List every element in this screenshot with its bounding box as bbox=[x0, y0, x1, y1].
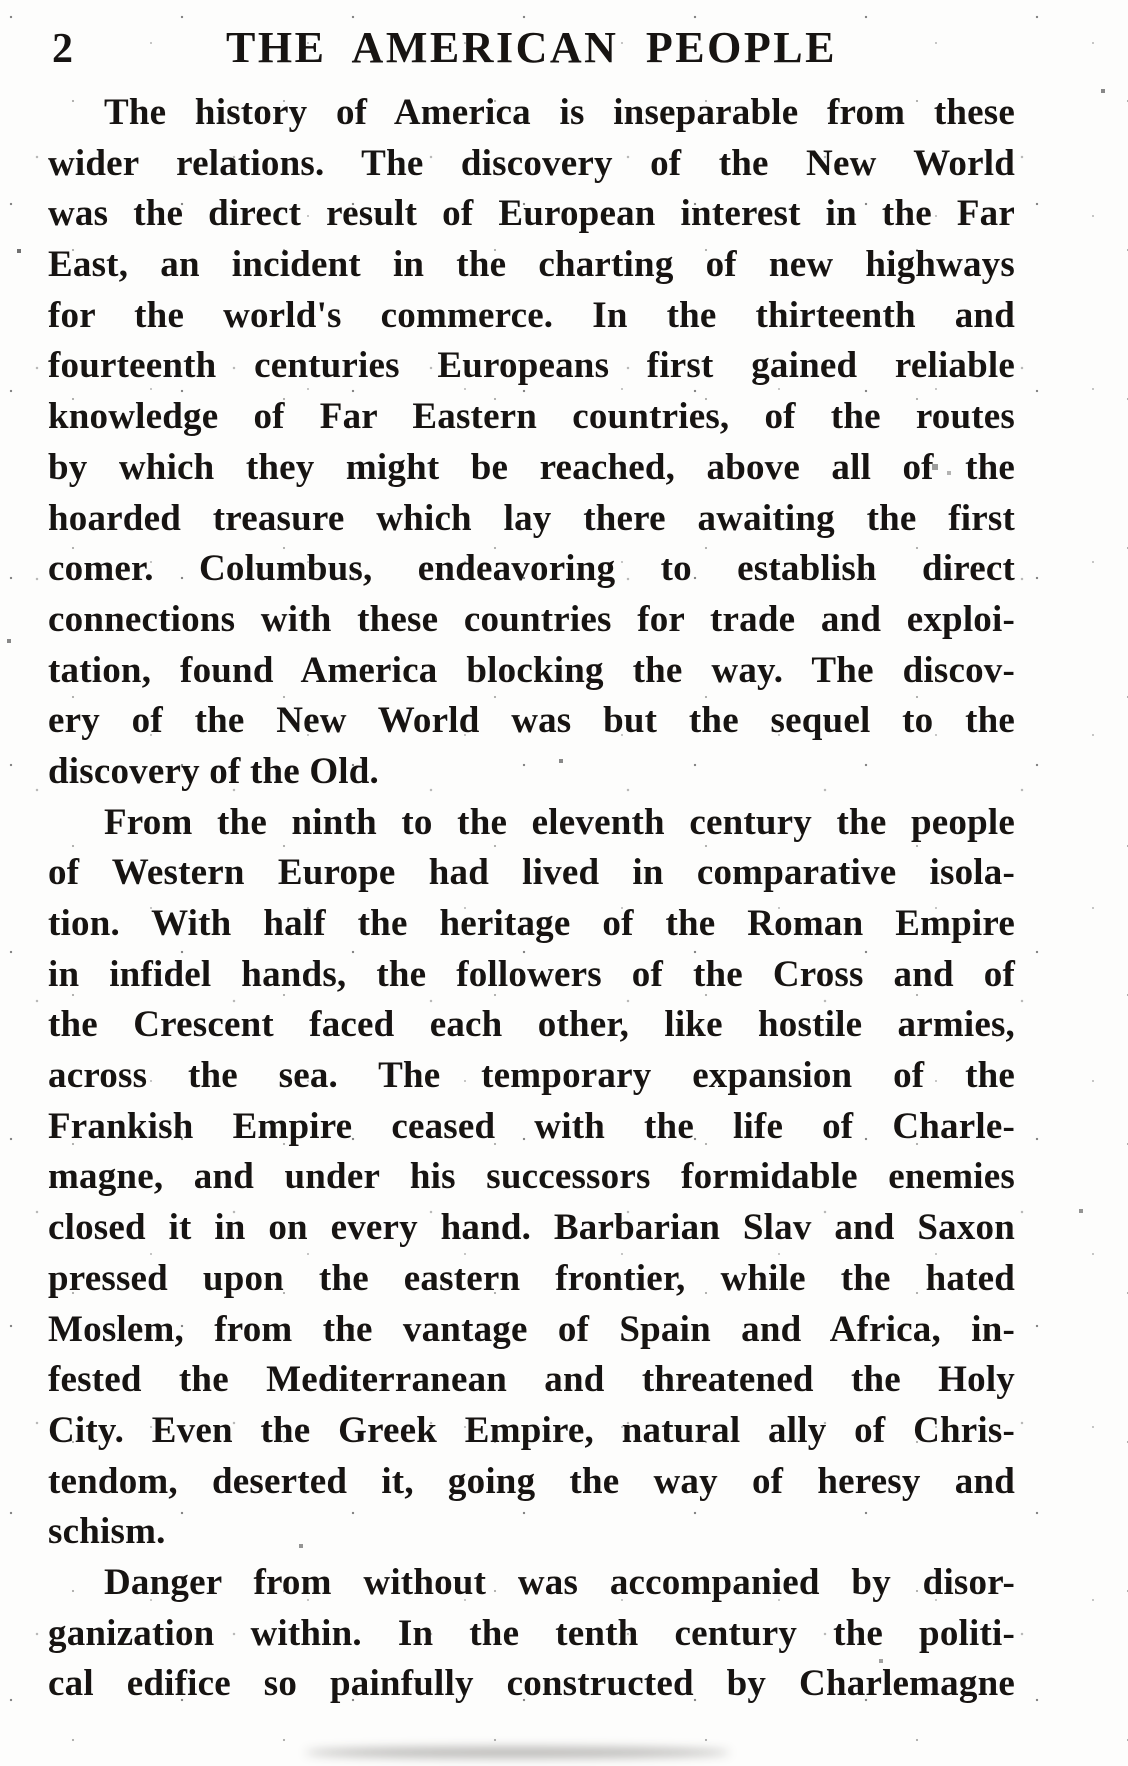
text-line: Frankish Empire ceased with the life of Charle- bbox=[48, 1105, 1015, 1147]
text-line: tendom, deserted it, going the way of heresy and bbox=[48, 1460, 1015, 1502]
text-line: The history of America is inseparable from these bbox=[104, 92, 1015, 133]
text-line: tation, found America blocking the way. The discov- bbox=[48, 649, 1015, 691]
running-head-title: THE AMERICAN PEOPLE bbox=[226, 23, 837, 72]
text-line: schism. bbox=[48, 1511, 166, 1553]
scan-smudge bbox=[305, 1747, 730, 1758]
text-line: wider relations. The discovery of the New World bbox=[48, 142, 1015, 184]
text-line: knowledge of Far Eastern countries, of the routes bbox=[48, 396, 1015, 438]
text-line: hoarded treasure which lay there awaiting the first bbox=[48, 497, 1015, 539]
page-number: 2 bbox=[52, 26, 73, 72]
text-line: for the world's commerce. In the thirteenth and bbox=[48, 294, 1015, 336]
text-line: comer. Columbus, endeavoring to establish direct bbox=[48, 548, 1015, 590]
text-line: Moslem, from the vantage of Spain and Africa, in- bbox=[48, 1308, 1015, 1350]
text-line: of Western Europe had lived in comparative isola- bbox=[48, 852, 1015, 894]
text-line: fested the Mediterranean and threatened the Holy bbox=[48, 1359, 1015, 1401]
text-line: connections with these countries for trade and exploi- bbox=[48, 598, 1015, 640]
page-body-text bbox=[48, 88, 1015, 1710]
text-line: fourteenth centuries Europeans first gained reliable bbox=[48, 345, 1015, 387]
text-line: in infidel hands, the followers of the Cross and of bbox=[48, 953, 1015, 995]
text-line: ganization within. In the tenth century the politi- bbox=[48, 1612, 1015, 1654]
text-line: From the ninth to the eleventh century the people bbox=[104, 801, 1015, 843]
text-line: was the direct result of European interest in the Far bbox=[48, 193, 1015, 235]
text-line: Danger from without was accompanied by disor- bbox=[104, 1561, 1015, 1603]
text-line: closed it in on every hand. Barbarian Slav and Saxon bbox=[48, 1207, 1015, 1249]
text-line: cal edifice so painfully constructed by Charlemagne bbox=[48, 1663, 1015, 1705]
text-line: City. Even the Greek Empire, natural ally of Chris- bbox=[48, 1409, 1015, 1451]
text-line: ery of the New World was but the sequel to the bbox=[48, 700, 1015, 742]
text-line: tion. With half the heritage of the Roman Empire bbox=[48, 903, 1015, 944]
ink-specks bbox=[0, 0, 2, 2]
text-line: the Crescent faced each other, like hostile armies, bbox=[48, 1004, 1015, 1046]
text-line: pressed upon the eastern frontier, while the hated bbox=[48, 1257, 1015, 1299]
text-line: discovery of the Old. bbox=[48, 750, 380, 792]
text-line: by which they might be reached, above all of the bbox=[48, 446, 1015, 488]
text-line: across the sea. The temporary expansion of the bbox=[48, 1055, 1015, 1097]
text-line: East, an incident in the charting of new highways bbox=[48, 244, 1015, 286]
text-line: magne, and under his successors formidable enemies bbox=[48, 1156, 1015, 1198]
